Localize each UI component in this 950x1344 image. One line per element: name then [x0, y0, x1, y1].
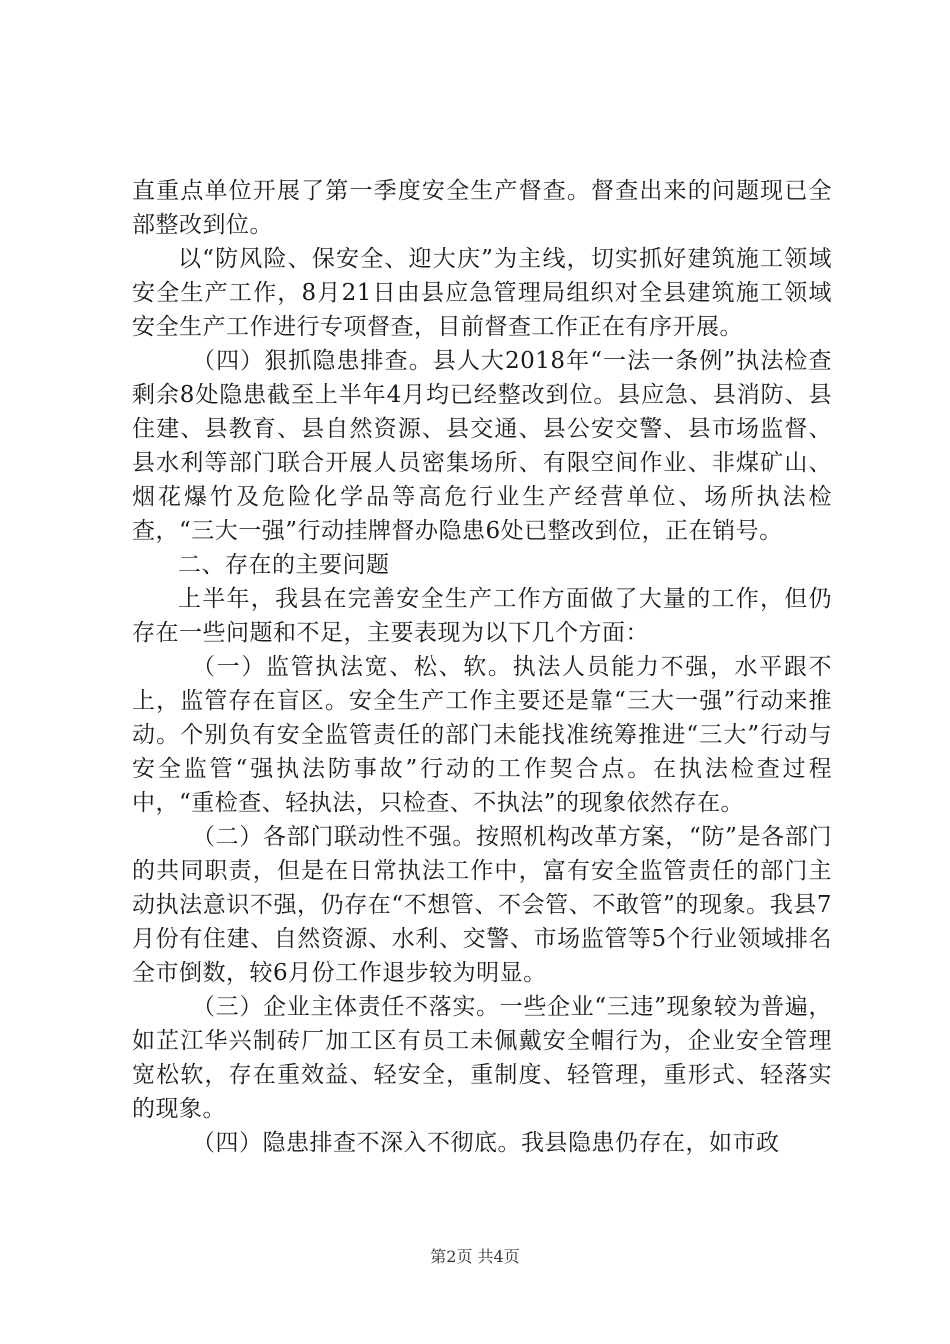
section-heading: 二、存在的主要问题 — [178, 552, 390, 578]
document-body — [132, 174, 832, 1160]
paragraph-4: 上半年，我县在完善安全生产工作方面做了大量的工作，但仍存在一些问题和不足，主要表现为以下几个方面： — [132, 586, 832, 646]
paragraph-7: （三）企业主体责任不落实。一些企业“三违”现象较为普遍，如芷江华兴制砖厂加工区有员工未佩戴安全帽行为，企业安全管理宽松软，存在重效益、轻安全，重制度、轻管理，重形式、轻落实的现象。 — [132, 994, 832, 1122]
paragraph-1: 直重点单位开展了第一季度安全生产督查。督查出来的问题现已全部整改到位。 — [132, 178, 832, 238]
paragraph-3: （四）狠抓隐患排查。县人大2018年“一法一条例”执法检查剩余8处隐患截至上半年4月均已经整改到位。县应急、县消防、县住建、县教育、县自然资源、县交通、县公安交警、县市场监督、县水利等部门联合开展人员密集场所、有限空间作业、非煤矿山、烟花爆竹及危险化学品等高危行业生产经营单位、场所执法检查，“三大一强”行动挂牌督办隐患6处已整改到位，正在销号。 — [132, 348, 832, 544]
paragraph-8: （四）隐患排查不深入不彻底。我县隐患仍存在，如市政 — [192, 1130, 780, 1156]
page-footer — [0, 1244, 950, 1267]
paragraph-6: （二）各部门联动性不强。按照机构改革方案，“防”是各部门的共同职责，但是在日常执法工作中，富有安全监管责任的部门主动执法意识不强，仍存在“不想管、不会管、不敢管”的现象。我县7月份有住建、自然资源、水利、交警、市场监管等5个行业领域排名全市倒数，较6月份工作退步较为明显。 — [132, 824, 832, 986]
paragraph-2: 以“防风险、保安全、迎大庆”为主线，切实抓好建筑施工领域安全生产工作，8月21日由县应急管理局组织对全县建筑施工领域安全生产工作进行专项督查，目前督查工作正在有序开展。 — [132, 246, 832, 340]
paragraph-5: （一）监管执法宽、松、软。执法人员能力不强，水平跟不上，监管存在盲区。安全生产工作主要还是靠“三大一强”行动来推动。个别负有安全监管责任的部门未能找准统筹推进“三大”行动与安全监管“强执法防事故”行动的工作契合点。在执法检查过程中，“重检查、轻执法，只检查、不执法”的现象依然存在。 — [132, 654, 832, 816]
page-number-label: 第2页 共4页 — [430, 1247, 520, 1266]
